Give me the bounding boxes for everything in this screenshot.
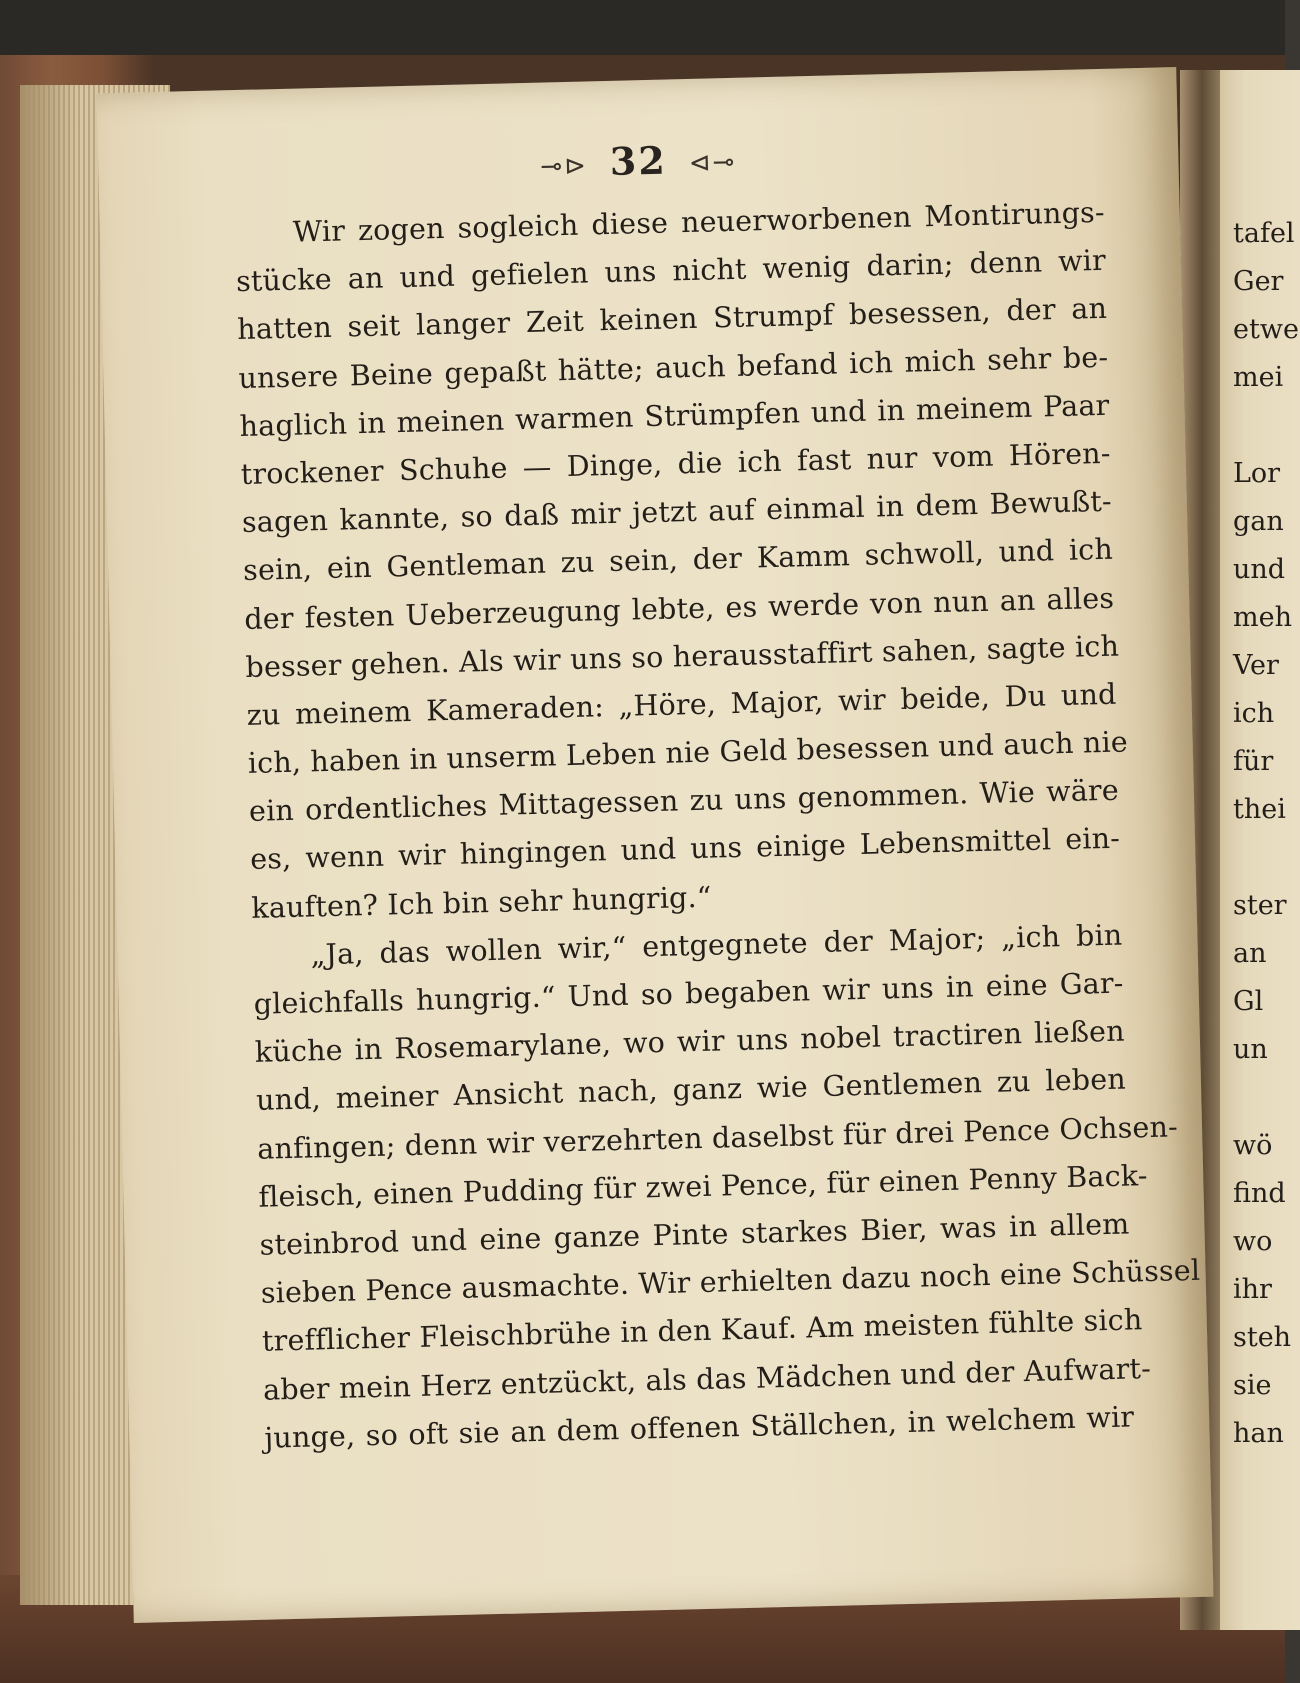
right-text-line: etwe	[1233, 314, 1299, 345]
text-line: besser gehen. Als wir uns so herausstaffirt sahen, sagte ich	[245, 629, 1120, 684]
right-text-line: Ger	[1233, 266, 1284, 297]
right-text-line: Gl	[1233, 986, 1264, 1017]
text-line: trockener Schuhe — Dinge, die ich fast nur vom Hören-	[240, 436, 1111, 491]
right-text-line: han	[1233, 1418, 1284, 1449]
left-page	[96, 67, 1213, 1623]
page-header	[98, 125, 1179, 196]
right-text-line: sie	[1233, 1370, 1272, 1401]
text-line: kauften? Ich bin sehr hungrig.“	[251, 880, 712, 925]
right-text-line: thei	[1233, 794, 1286, 825]
right-text-line: steh	[1233, 1322, 1292, 1353]
body-text	[234, 189, 1201, 1463]
text-line: hatten seit langer Zeit keinen Strumpf besessen, der an	[236, 292, 1108, 347]
right-text-line: für	[1233, 746, 1274, 777]
right-text-line: wö	[1233, 1130, 1273, 1161]
right-text-line: und	[1233, 554, 1286, 585]
left-ornament: ⊸⊳	[540, 150, 589, 183]
text-line: haglich in meinen warmen Strümpfen und in meinem Paar	[239, 388, 1110, 443]
right-text-line: un	[1233, 1034, 1268, 1065]
text-line: trefflicher Fleischbrühe in den Kauf. Am meisten fühlte sich	[261, 1303, 1143, 1359]
text-line: fleisch, einen Pudding für zwei Pence, für einen Penny Back-	[258, 1158, 1148, 1214]
text-line: der festen Ueberzeugung lebte, es werde von nun an alles	[243, 581, 1115, 636]
text-line: unsere Beine gepaßt hätte; auch befand ich mich sehr be-	[238, 340, 1109, 395]
text-line: aber mein Herz entzückt, als das Mädchen und der Aufwart-	[262, 1351, 1152, 1407]
right-text-line: ihr	[1233, 1274, 1272, 1305]
text-line: es, wenn wir hingingen und uns einige Lebensmittel ein-	[249, 822, 1121, 877]
right-text-line: an	[1233, 938, 1267, 969]
text-line: sieben Pence ausmachte. Wir erhielten dazu noch eine Schüssel	[260, 1253, 1201, 1310]
text-line: anfingen; denn wir verzehrten daselbst für drei Pence Ochsen-	[256, 1109, 1179, 1166]
text-line: „Ja, das wollen wir,“ entgegnete der Major; „ich bin	[310, 918, 1123, 972]
right-text-line: ich	[1233, 698, 1275, 729]
right-text-line: meh	[1233, 602, 1292, 633]
text-line: Wir zogen sogleich diese neuerworbenen Montirungs-	[292, 195, 1106, 249]
right-text-line: ster	[1233, 890, 1287, 921]
right-text-line: mei	[1233, 362, 1284, 393]
right-page-text-fragment	[1233, 210, 1299, 1458]
right-ornament: ⊲⊸	[688, 147, 737, 179]
right-text-line: wo	[1233, 1226, 1273, 1257]
text-line: sein, ein Gentleman zu sein, der Kamm schwoll, und ich	[242, 533, 1114, 588]
text-line: sagen kannte, so daß mir jetzt auf einmal in dem Bewußt-	[241, 484, 1113, 540]
text-line: ich, haben in unserm Leben nie Geld besessen und auch nie	[247, 725, 1129, 780]
right-text-line: tafel	[1233, 218, 1295, 249]
text-line: steinbrod und eine ganze Pinte starkes Bier, was in allem	[259, 1207, 1130, 1262]
right-text-line: gan	[1233, 506, 1284, 537]
text-line: junge, so oft sie an dem offenen Ställchen, in welchem wir	[263, 1400, 1135, 1455]
text-line: und, meiner Ansicht nach, ganz wie Gentlemen zu leben	[255, 1062, 1127, 1118]
right-text-line: Ver	[1233, 650, 1279, 681]
text-line: gleichfalls hungrig.“ Und so begaben wir uns in eine Gar-	[253, 966, 1124, 1021]
text-line: küche in Rosemarylane, wo wir uns nobel tractiren ließen	[254, 1014, 1126, 1070]
text-line: zu meinem Kameraden: „Höre, Major, wir beide, Du und	[246, 677, 1117, 732]
page-number: 32	[609, 137, 668, 184]
text-line: stücke an und gefielen uns nicht wenig darin; denn wir	[235, 244, 1107, 299]
right-text-line: find	[1233, 1178, 1286, 1209]
text-line: ein ordentliches Mittagessen zu uns genommen. Wie wäre	[248, 773, 1120, 829]
right-text-line: Lor	[1233, 458, 1281, 489]
